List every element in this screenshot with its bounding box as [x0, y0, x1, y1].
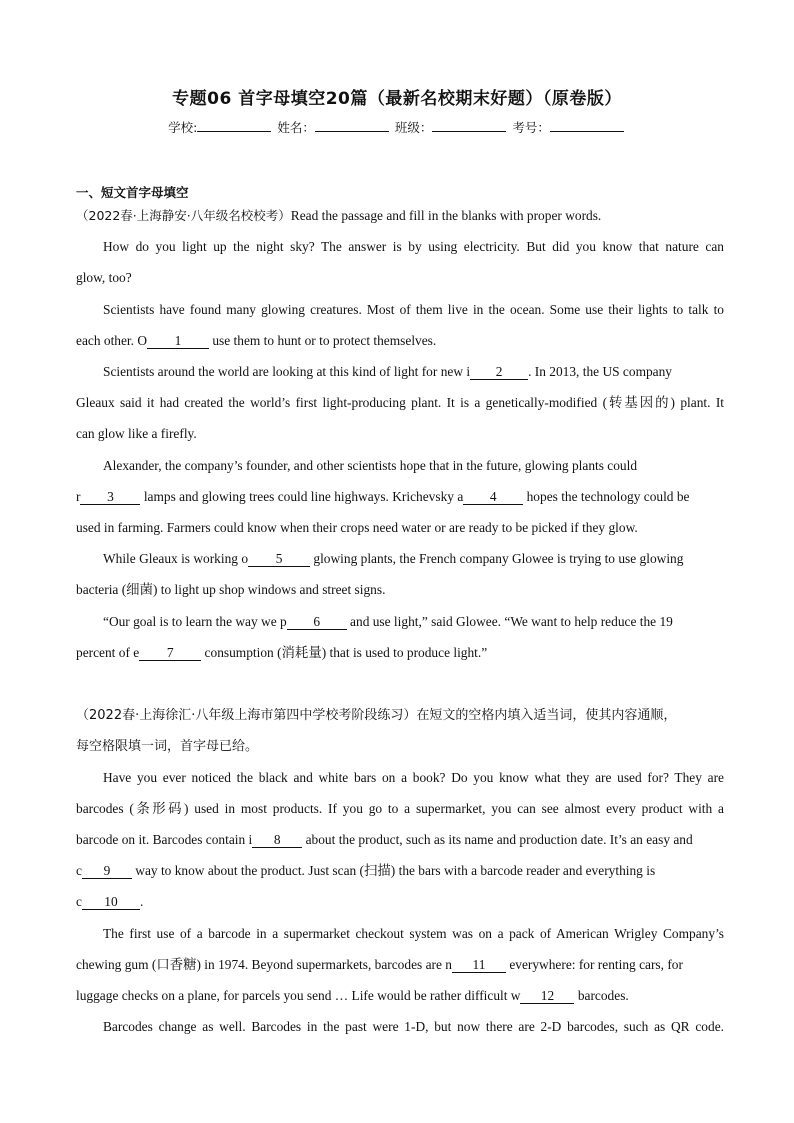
text-run: way to know about the product. Just scan (扫描) the bars with a barcode reader and everything is	[131, 863, 656, 878]
passage1-source-line	[76, 207, 724, 225]
blank-12[interactable]: 12	[520, 989, 574, 1004]
passage1-line: Scientists have found many glowing creatures. Most of them live in the ocean. Some use their lights to talk to	[103, 302, 724, 317]
text-run: hopes the technology could be	[523, 489, 690, 504]
school-blank[interactable]	[197, 119, 271, 132]
passage1-line: glow, too?	[76, 270, 132, 285]
text-run: percent of e	[76, 645, 140, 660]
name-blank[interactable]	[315, 119, 389, 132]
text-run: chewing gum (口香糖) in 1974. Beyond supermarkets, barcodes are n	[76, 957, 452, 972]
passage2-line	[76, 862, 724, 880]
passage2-source-line: （2022春·上海徐汇·八年级上海市第四中学校考阶段练习）在短文的空格内填入适当词，使其内容通顺，	[76, 708, 677, 723]
blank-8[interactable]: 8	[252, 833, 302, 848]
passage2-line: barcodes (条形码) used in most products. If you go to a supermarket, you can see almost every product with a	[76, 801, 724, 816]
passage1-source: （2022春·上海静安·八年级名校校考）	[76, 208, 291, 223]
passage1-line: Alexander, the company’s founder, and other scientists hope that in the future, glowing plants could	[103, 458, 638, 473]
passage1-line: bacteria (细菌) to light up shop windows and street signs.	[76, 582, 386, 597]
blank-10[interactable]: 10	[82, 895, 140, 910]
student-info-line	[0, 118, 794, 136]
exam-no-label: 考号：	[512, 120, 550, 135]
passage2-line: The first use of a barcode in a supermarket checkout system was on a pack of American Wrigley Company’s	[103, 926, 724, 941]
blank-4[interactable]: 4	[463, 490, 523, 505]
blank-7[interactable]: 7	[139, 646, 201, 661]
passage1-instruction: Read the passage and fill in the blanks with proper words.	[290, 208, 602, 223]
exam-no-blank[interactable]	[550, 119, 624, 132]
text-run: While Gleaux is working o	[103, 551, 249, 566]
text-run: c	[76, 894, 82, 909]
passage1-line: Gleaux said it had created the world’s first light-producing plant. It is a genetically-modified (转基因的) plant. It	[76, 395, 724, 410]
passage1-line	[76, 488, 724, 506]
passage2-line	[76, 956, 724, 974]
passage1-line	[76, 332, 724, 350]
name-label: 姓名：	[277, 120, 315, 135]
text-run: about the product, such as its name and production date. It’s an easy and	[302, 832, 693, 847]
text-run: and use light,” said Glowee. “We want to help reduce the 19	[346, 614, 673, 629]
text-run: “Our goal is to learn the way we p	[103, 614, 287, 629]
text-run: luggage checks on a plane, for parcels you send … Life would be rather difficult w	[76, 988, 521, 1003]
blank-3[interactable]: 3	[80, 490, 140, 505]
passage1-line	[103, 613, 724, 631]
passage1-line	[103, 363, 724, 381]
text-run: .	[139, 894, 144, 909]
text-run: each other. O	[76, 333, 148, 348]
passage1-line: can glow like a firefly.	[76, 426, 197, 441]
text-run: lamps and glowing trees could line highways. Krichevsky a	[140, 489, 464, 504]
passage1-line	[103, 550, 724, 568]
passage2-line: Have you ever noticed the black and white bars on a book? Do you know what they are used for? They are	[103, 770, 724, 785]
text-run: barcodes.	[574, 988, 629, 1003]
passage2-line	[76, 831, 724, 849]
blank-11[interactable]: 11	[452, 958, 506, 973]
text-run: Scientists around the world are looking at this kind of light for new i	[103, 364, 471, 379]
passage1-line: used in farming. Farmers could know when their crops need water or are ready to be picked if they glow.	[76, 520, 638, 535]
text-run: consumption (消耗量) that is used to produce light.”	[201, 645, 488, 660]
text-run: use them to hunt or to protect themselves.	[209, 333, 437, 348]
blank-2[interactable]: 2	[470, 365, 528, 380]
text-run: r	[76, 489, 81, 504]
passage2-line: Barcodes change as well. Barcodes in the past were 1-D, but now there are 2-D barcodes, such as QR code.	[103, 1019, 724, 1034]
passage1-line	[76, 644, 724, 662]
passage2-instruction: 每空格限填一词，首字母已给。	[76, 739, 259, 754]
text-run: everywhere: for renting cars, for	[505, 957, 683, 972]
passage2-line	[76, 893, 724, 911]
blank-6[interactable]: 6	[287, 615, 347, 630]
blank-1[interactable]: 1	[147, 334, 209, 349]
text-run: . In 2013, the US company	[528, 364, 673, 379]
blank-5[interactable]: 5	[248, 552, 310, 567]
class-label: 班级：	[394, 120, 433, 135]
blank-9[interactable]: 9	[82, 864, 132, 879]
section-heading: 一、短文首字母填空	[76, 185, 189, 200]
page-title: 专题06 首字母填空20篇（最新名校期末好题）（原卷版）	[172, 89, 622, 109]
passage1-line: How do you light up the night sky? The answer is by using electricity. But did you know that nature can	[103, 239, 724, 254]
text-run: c	[76, 863, 82, 878]
text-run: glowing plants, the French company Glowee is trying to use glowing	[310, 551, 684, 566]
class-blank[interactable]	[432, 119, 506, 132]
school-label: 学校:	[168, 120, 198, 135]
passage2-line	[76, 987, 724, 1005]
text-run: barcode on it. Barcodes contain i	[76, 832, 253, 847]
